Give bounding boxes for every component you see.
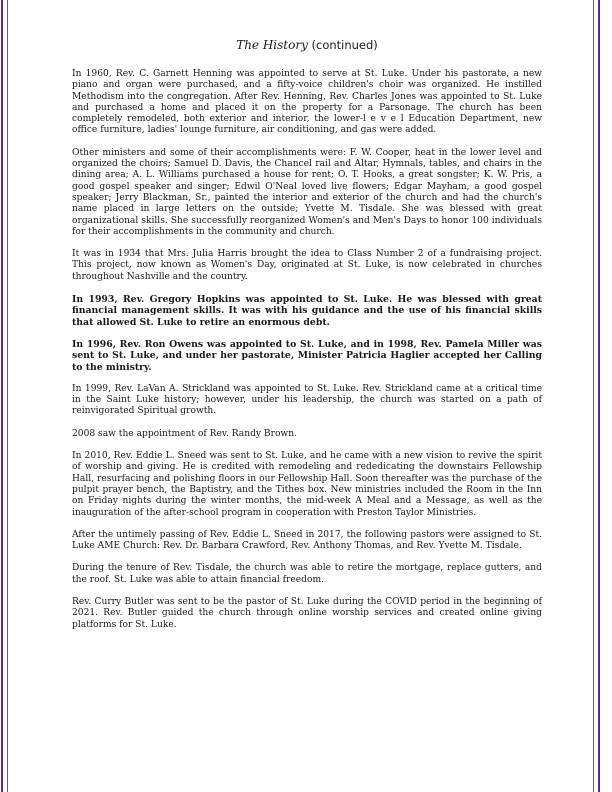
left-border — [1, 0, 3, 792]
paragraph-other-ministers: Other ministers and some of their accomplishments were: F. W. Cooper, heat in the lower level and organized the choirs; Samuel D. Davis, the Chancel rail and Altar, Hymnals, tables, and chairs in the dining area; A. L. Williams purchased a house for rent; O. T. Hooks, a great songster; K. W. Pris, a good gospel speaker and singer; Edwil O'Neal loved live flowers; Edgar Mayham, a good gospel speaker; Jerry Blackman, Sr., painted the interior and exterior of the church and had the church's name placed in large letters on the outside; Yvette M. Tisdale. She was blessed with great organizational skills. She successfully reorganized Women's and Men's Days to honor 100 individuals for their accomplishments in the community and church. — [72, 147, 542, 237]
paragraph-sneed: In 2010, Rev. Eddie L. Sneed was sent to St. Luke, and he came with a new vision to revive the spirit of worship and giving. He is credited with remodeling and rededicating the downstairs Fellowship Hall, resurfacing and polishing floors in our Fellowship Hall. Soon thereafter was the purchase of the pulpit prayer bench, the Baptistry, and the Tithes box. New ministries included the Room in the Inn on Friday nights during the winter months, the mid-week A Meal and a Message, as well as the inauguration of the after-school program in cooperation with Preston Taylor Ministries. — [72, 451, 542, 518]
right-border-inner — [593, 0, 594, 792]
right-border — [598, 0, 600, 792]
paragraph-butler: Rev. Curry Butler was sent to be the pastor of St. Luke during the COVID period in the beginning of 2021. Rev. Butler guided the church through online worship services and created online giving platforms for St. Luke. — [72, 596, 542, 630]
document-page — [72, 38, 542, 642]
paragraph-owens-miller: In 1996, Rev. Ron Owens was appointed to St. Luke, and in 1998, Rev. Pamela Miller was sent to St. Luke, and under her pastorate, Minister Patricia Haglier accepted her Calling to the ministry. — [72, 338, 542, 373]
paragraph-tisdale: During the tenure of Rev. Tisdale, the church was able to retire the mortgage, replace gutters, and the roof. St. Luke was able to attain financial freedom. — [72, 563, 542, 585]
title-continued: (continued) — [311, 38, 378, 52]
paragraph-brown: 2008 saw the appointment of Rev. Randy Brown. — [72, 428, 297, 439]
paragraph-henning: In 1960, Rev. C. Garnett Henning was appointed to serve at St. Luke. Under his pastorate, a new piano and organ were purchased, and a fifty-voice children's choir was organized. He instilled Methodism into the congregation. After Rev. Henning, Rev. Charles Jones was appointed to St. Luke and purchased a home and placed it on the property for a Parsonage. The church has been completely remodeled, both exterior and interior, the lower-l e v e l Education Department, new office furniture, ladies' lounge furniture, air conditioning, and gas were added. — [72, 69, 542, 136]
left-border-inner — [7, 0, 8, 792]
page-title — [72, 38, 542, 52]
paragraph-after-sneed: After the untimely passing of Rev. Eddie L. Sneed in 2017, the following pastors were assigned to St. Luke AME Church: Rev. Dr. Barbara Crawford, Rev. Anthony Thomas, and Rev. Yvette M. Tisdale. — [72, 529, 542, 552]
paragraph-hopkins: In 1993, Rev. Gregory Hopkins was appointed to St. Luke. He was blessed with great financial management skills. It was with his guidance and the use of his financial skills that allowed St. Luke to retire an enormous debt. — [72, 294, 542, 328]
paragraph-strickland: In 1999, Rev. LaVan A. Strickland was appointed to St. Luke. Rev. Strickland came at a critical time in the Saint Luke history; however, under his leadership, the church was started on a path of reinvigorated Spiritual growth. — [72, 383, 542, 417]
paragraph-womens-day: It was in 1934 that Mrs. Julia Harris brought the idea to Class Number 2 of a fundraising project. This project, now known as Women's Day, originated at St. Luke, is now celebrated in churches throughout Nashville and the country. — [72, 249, 542, 282]
title-italic: The History — [236, 38, 308, 52]
